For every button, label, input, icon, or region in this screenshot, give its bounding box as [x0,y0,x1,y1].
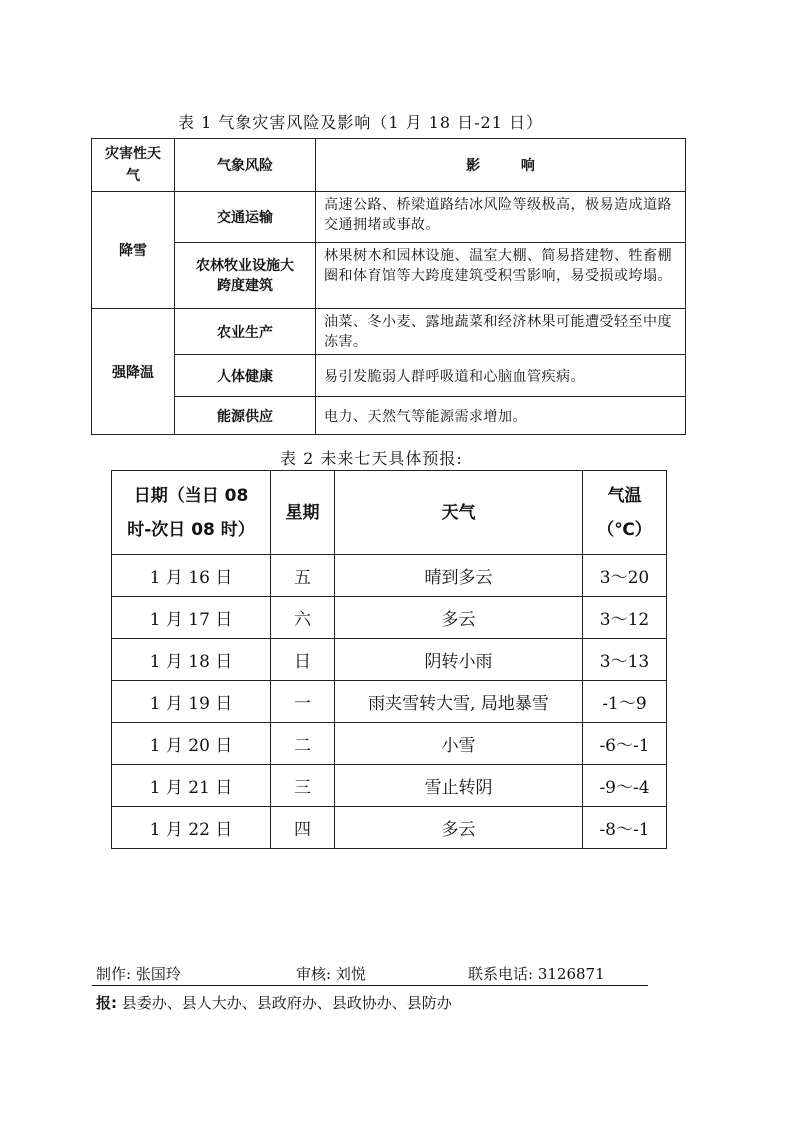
weekday-cell: 一 [271,681,335,723]
temp-cell: -9～-4 [583,765,667,807]
header-weekday: 星期 [271,471,335,555]
footer-phone [468,963,605,984]
header-impact: 影 响 [316,139,686,192]
header-date-line1: 日期（当日 08 [133,485,249,506]
weather-cell: 多云 [335,807,583,849]
risk-cell: 能源供应 [175,397,316,435]
hazard-cold: 强降温 [92,309,175,435]
table-row [112,681,667,723]
temp-cell: 3～20 [583,555,667,597]
temp-cell: -1～9 [583,681,667,723]
table1-header-row [92,139,686,192]
phone-number: 3126871 [537,965,605,983]
impact-cell: 高速公路、桥梁道路结冰风险等级极高，极易造成道路交通拥堵或事故。 [316,192,686,243]
header-date [112,471,271,555]
weekday-cell: 二 [271,723,335,765]
weekday-cell: 日 [271,639,335,681]
forecast-table [111,470,667,849]
table-row [92,397,686,435]
table-row [112,639,667,681]
table-row [112,555,667,597]
weekday-cell: 六 [271,597,335,639]
author-label: 制作: [96,965,132,983]
impact-cell: 电力、天然气等能源需求增加。 [316,397,686,435]
footer-report [96,992,452,1013]
temp-cell: 3～13 [583,639,667,681]
header-risk: 气象风险 [175,139,316,192]
risk-cell: 农业生产 [175,309,316,355]
date-cell: 1 月 19 日 [112,681,271,723]
risk-cell: 农林牧业设施大跨度建筑 [175,243,316,309]
footer-reviewer [296,963,366,984]
table2-caption: 表 2 未来七天具体预报: [280,449,463,468]
temp-cell: -6～-1 [583,723,667,765]
table-row [92,355,686,397]
header-hazard: 灾害性天气 [92,139,175,192]
report-recipients: 县委办、县人大办、县政府办、县政协办、县防办 [121,994,452,1012]
impact-cell: 易引发脆弱人群呼吸道和心脑血管疾病。 [316,355,686,397]
weather-cell: 阴转小雨 [335,639,583,681]
reviewer-label: 审核: [296,965,332,983]
date-cell: 1 月 21 日 [112,765,271,807]
hazard-snow: 降雪 [92,192,175,309]
table-row [92,243,686,309]
weather-cell: 晴到多云 [335,555,583,597]
table-row [92,192,686,243]
footer-author [96,963,181,984]
table-row [112,765,667,807]
hazard-risk-table [91,138,686,435]
table-row [112,807,667,849]
author-name: 张国玲 [135,965,181,983]
impact-cell: 林果树木和园林设施、温室大棚、简易搭建物、牲畜棚圈和体育馆等大跨度建筑受积雪影响，易受损或垮塌。 [316,243,686,309]
date-cell: 1 月 17 日 [112,597,271,639]
temp-cell: 3～12 [583,597,667,639]
weekday-cell: 三 [271,765,335,807]
weather-cell: 多云 [335,597,583,639]
weather-cell: 小雪 [335,723,583,765]
phone-label: 联系电话: [468,965,534,983]
date-cell: 1 月 22 日 [112,807,271,849]
table-row [92,309,686,355]
table2-header-row [112,471,667,555]
weather-cell: 雪止转阴 [335,765,583,807]
temp-cell: -8～-1 [583,807,667,849]
weekday-cell: 五 [271,555,335,597]
weekday-cell: 四 [271,807,335,849]
weather-cell: 雨夹雪转大雪, 局地暴雪 [335,681,583,723]
header-weather: 天气 [335,471,583,555]
header-temp-line2: （℃） [597,519,652,540]
table-row [112,597,667,639]
report-label: 报: [96,994,117,1012]
table-row [112,723,667,765]
impact-cell: 油菜、冬小麦、露地蔬菜和经济林果可能遭受轻至中度冻害。 [316,309,686,355]
header-temp [583,471,667,555]
date-cell: 1 月 20 日 [112,723,271,765]
risk-cell: 人体健康 [175,355,316,397]
risk-cell: 交通运输 [175,192,316,243]
footer-divider [92,985,648,986]
header-date-line2: 时-次日 08 时） [127,519,255,540]
date-cell: 1 月 18 日 [112,639,271,681]
header-temp-line1: 气温 [607,485,642,506]
date-cell: 1 月 16 日 [112,555,271,597]
table1-caption: 表 1 气象灾害风险及影响（1 月 18 日-21 日） [178,113,544,132]
reviewer-name: 刘悦 [335,965,366,983]
